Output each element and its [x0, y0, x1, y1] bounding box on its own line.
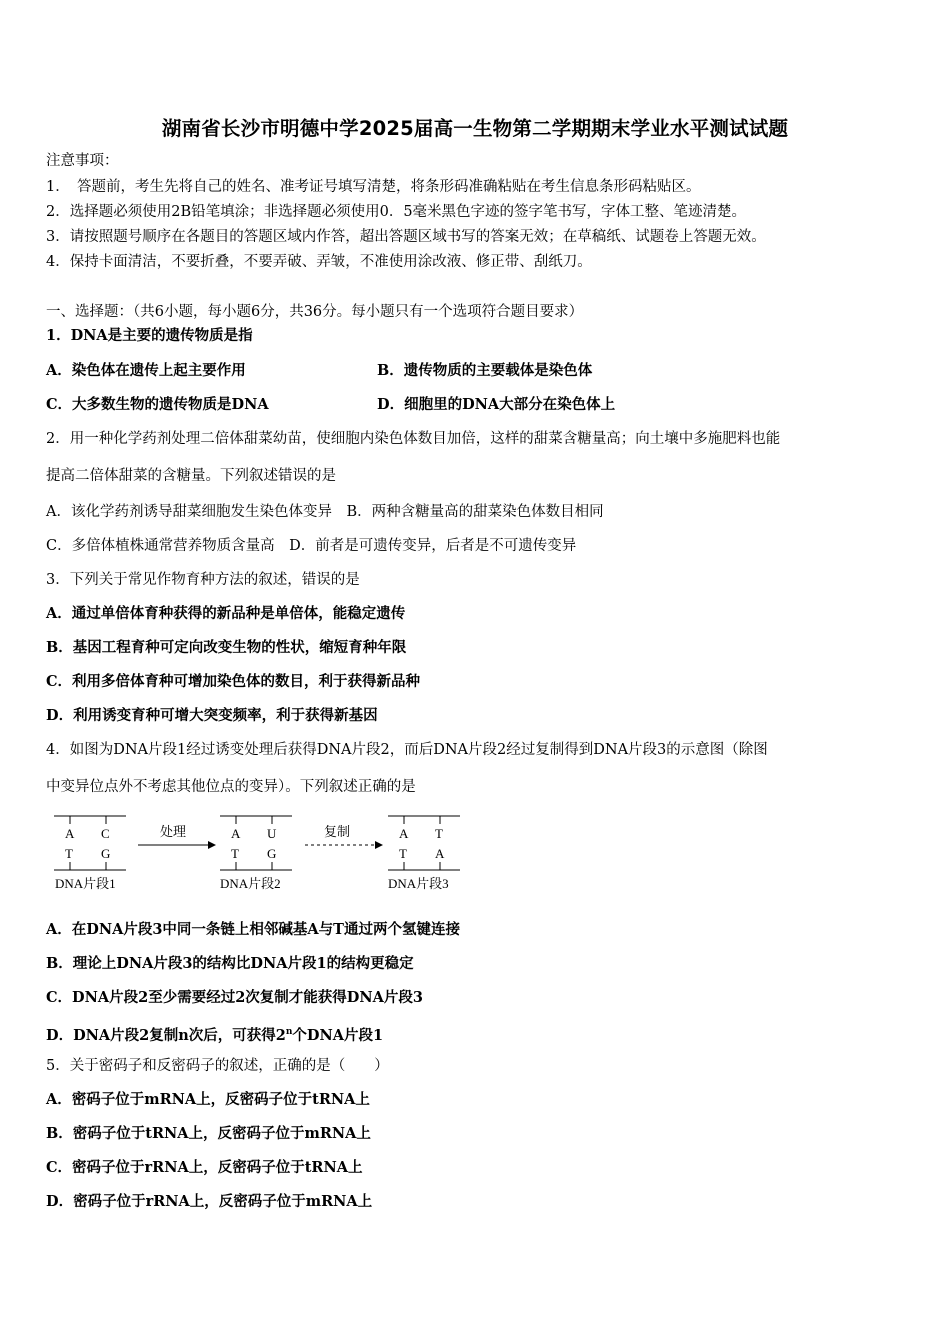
section-heading: 一、选择题：（共6小题，每小题6分，共36分。每小题只有一个选项符合题目要求）	[46, 304, 584, 320]
q5-option-c: C．密码子位于rRNA上，反密码子位于tRNA上	[46, 1159, 363, 1176]
q5-option-a: A．密码子位于mRNA上，反密码子位于tRNA上	[46, 1091, 370, 1108]
q1-option-c: C．大多数生物的遗传物质是DNA	[46, 396, 269, 413]
dna-segment-3	[388, 816, 460, 891]
seg2-top-base-2: U	[267, 826, 277, 841]
arrow1-label: 处理	[160, 824, 187, 839]
page-title: 湖南省长沙市明德中学2025届高一生物第二学期期末学业水平测试试题	[161, 117, 789, 140]
q5-stem: 5．关于密码子和反密码子的叙述，正确的是（ ）	[46, 1058, 389, 1074]
seg2-label: DNA片段2	[220, 876, 281, 891]
q4-option-d-prefix: D．DNA片段2复制n次后，可获得2	[46, 1026, 286, 1044]
notice-item-2: 2．选择题必须使用2B铅笔填涂；非选择题必须使用0．5毫米黑色字迹的签字笔书写，字体工整、笔迹清楚。	[46, 204, 747, 220]
replication-arrow	[305, 824, 382, 845]
q2-stem-line1: 2．用一种化学药剂处理二倍体甜菜幼苗，使细胞内染色体数目加倍，这样的甜菜含糖量高；向土壤中多施肥料也能	[46, 431, 781, 447]
notice-heading: 注意事项：	[46, 153, 119, 169]
q1-option-b: B．遗传物质的主要载体是染色体	[377, 362, 593, 379]
q1-stem: 1．DNA是主要的遗传物质是指	[46, 327, 253, 344]
seg3-top-base-2: T	[435, 826, 443, 841]
q4-option-c: C．DNA片段2至少需要经过2次复制才能获得DNA片段3	[46, 989, 423, 1006]
seg3-label: DNA片段3	[388, 876, 449, 891]
q4-option-d	[46, 1022, 383, 1046]
seg1-top-base-2: C	[101, 826, 110, 841]
q4-stem-line1: 4．如图为DNA片段1经过诱变处理后获得DNA片段2，而后DNA片段2经过复制得到DNA片段3的示意图（除图	[46, 742, 768, 758]
q4-option-b: B．理论上DNA片段3的结构比DNA片段1的结构更稳定	[46, 955, 414, 972]
q2-stem-line2: 提高二倍体甜菜的含糖量。下列叙述错误的是	[46, 468, 336, 484]
seg3-bottom-base-2: A	[435, 846, 445, 861]
seg1-label: DNA片段1	[55, 876, 116, 891]
dna-segment-2	[220, 816, 292, 891]
q3-option-a: A．通过单倍体育种获得的新品种是单倍体，能稳定遗传	[46, 605, 406, 622]
q2-options-cd: C．多倍体植株通常营养物质含量高 D．前者是可遗传变异，后者是不可遗传变异	[46, 538, 577, 554]
seg3-bottom-base-1: T	[399, 846, 407, 861]
notice-item-1: 1． 答题前，考生先将自己的姓名、准考证号填写清楚，将条形码准确粘贴在考生信息条形码粘贴区。	[46, 179, 701, 195]
q3-option-b: B．基因工程育种可定向改变生物的性状，缩短育种年限	[46, 639, 407, 656]
q4-stem-line2: 中变异位点外不考虑其他位点的变异）。下列叙述正确的是	[46, 779, 416, 795]
seg2-bottom-base-2: G	[267, 846, 277, 861]
seg3-top-base-1: A	[399, 826, 409, 841]
seg2-bottom-base-1: T	[231, 846, 239, 861]
q5-option-d: D．密码子位于rRNA上，反密码子位于mRNA上	[46, 1193, 373, 1210]
q4-option-a: A．在DNA片段3中同一条链上相邻碱基A与T通过两个氢键连接	[46, 921, 460, 938]
dna-mutation-diagram	[50, 812, 480, 896]
seg2-top-base-1: A	[231, 826, 241, 841]
q1-option-a: A．染色体在遗传上起主要作用	[46, 362, 246, 379]
q5-option-b: B．密码子位于tRNA上，反密码子位于mRNA上	[46, 1125, 371, 1142]
process-arrow	[138, 824, 215, 845]
seg1-top-base-1: A	[65, 826, 75, 841]
q3-option-d: D．利用诱变育种可增大突变频率，利于获得新基因	[46, 707, 378, 724]
notice-item-3: 3．请按照题号顺序在各题目的答题区域内作答，超出答题区域书写的答案无效；在草稿纸、试题卷上答题无效。	[46, 229, 766, 245]
q3-stem: 3．下列关于常见作物育种方法的叙述，错误的是	[46, 572, 360, 588]
q4-option-d-suffix: 个DNA片段1	[292, 1026, 384, 1044]
dna-segment-1	[54, 816, 126, 891]
q1-option-d: D．细胞里的DNA大部分在染色体上	[377, 396, 616, 413]
q2-options-ab: A．该化学药剂诱导甜菜细胞发生染色体变异 B．两种含糖量高的甜菜染色体数目相同	[46, 504, 604, 520]
q3-option-c: C．利用多倍体育种可增加染色体的数目，利于获得新品种	[46, 673, 421, 690]
arrow2-label: 复制	[324, 824, 351, 839]
notice-item-4: 4．保持卡面清洁，不要折叠，不要弄破、弄皱，不准使用涂改液、修正带、刮纸刀。	[46, 254, 592, 270]
seg1-bottom-base-1: T	[65, 846, 73, 861]
q4-option-d-exponent: n	[285, 1027, 293, 1037]
seg1-bottom-base-2: G	[101, 846, 111, 861]
